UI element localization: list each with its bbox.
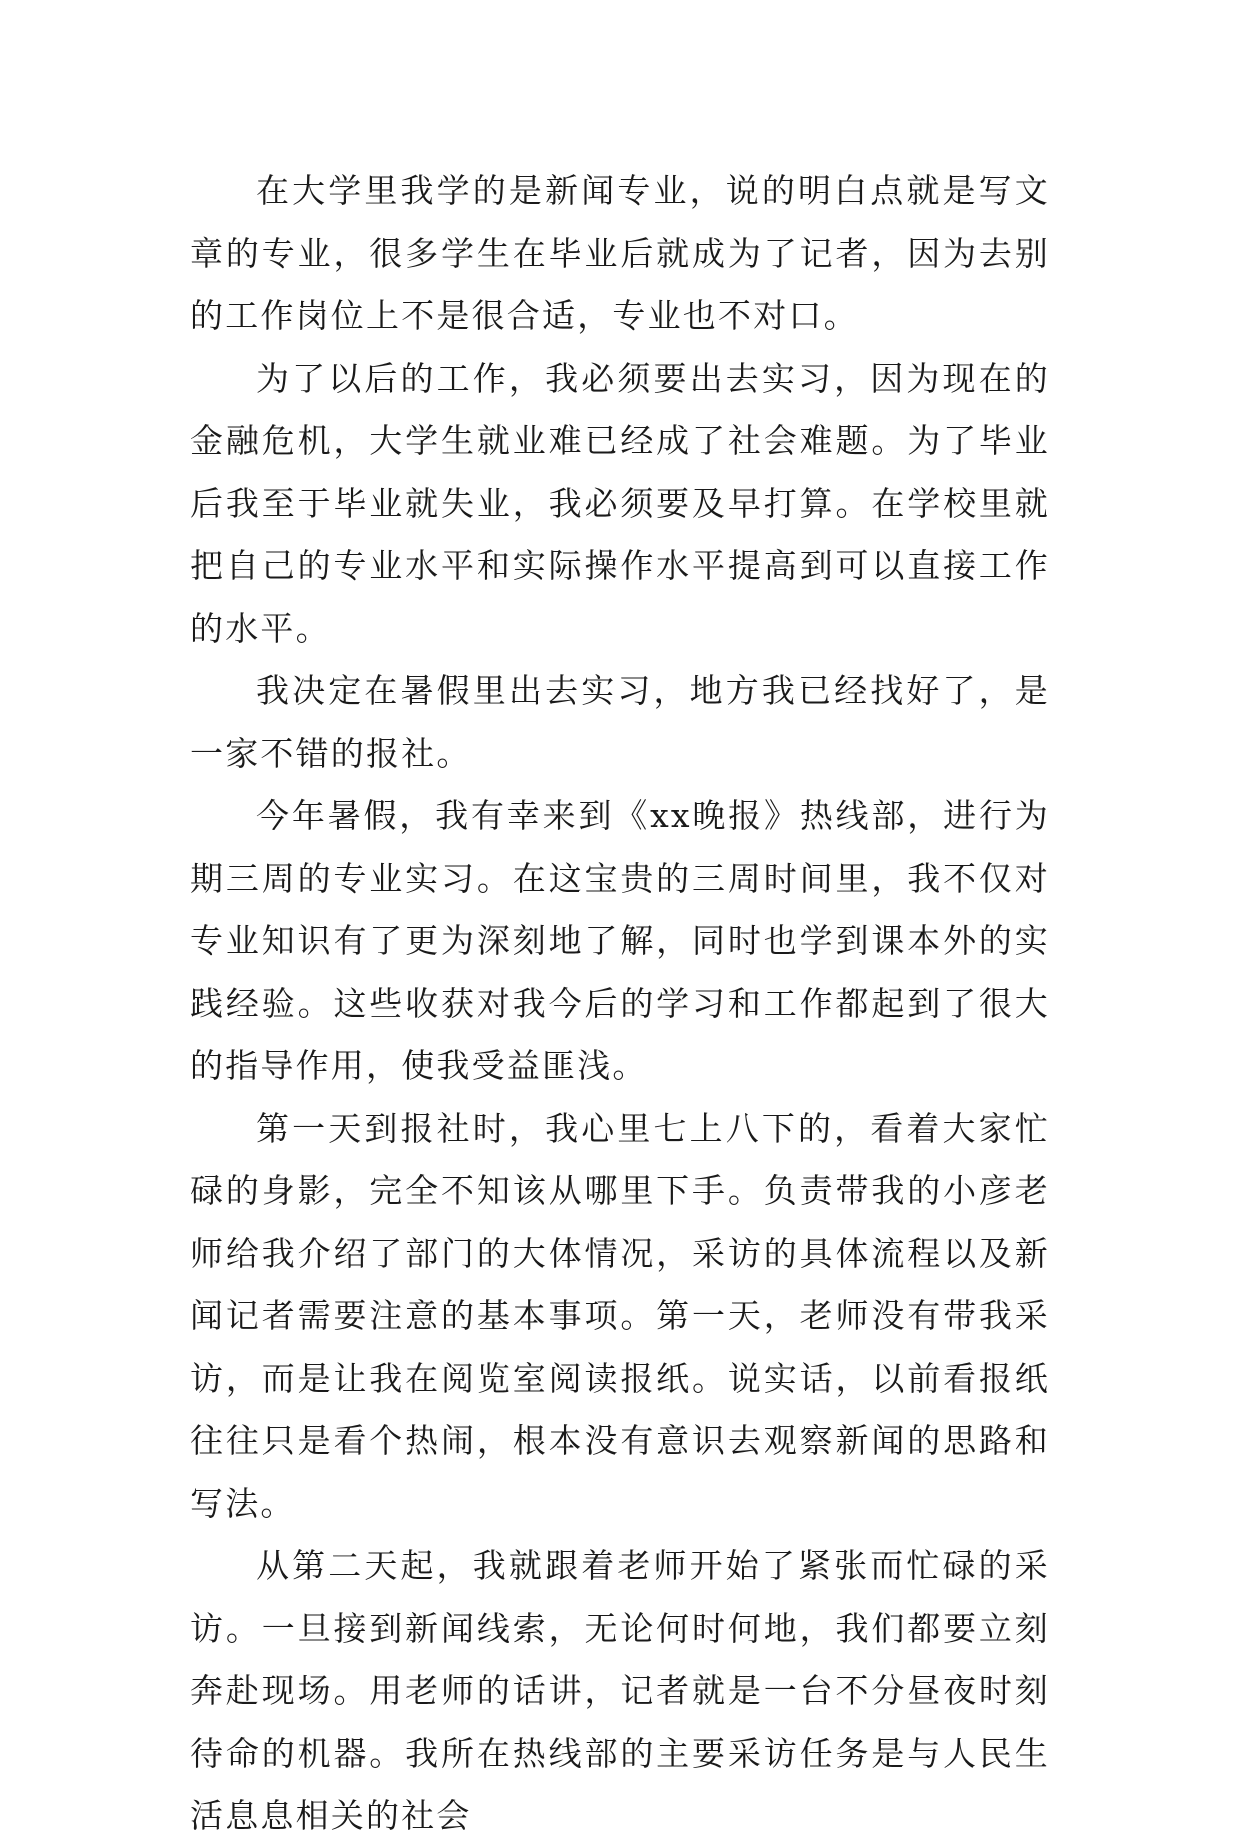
document-body: [190, 160, 1050, 1848]
paragraph-3: 我决定在暑假里出去实习，地方我已经找好了，是一家不错的报社。: [190, 671, 1050, 773]
paragraph-2: 为了以后的工作，我必须要出去实习，因为现在的金融危机，大学生就业难已经成了社会难题。为了毕业后我至于毕业就失业，我必须要及早打算。在学校里就把自己的专业水平和实际操作水平提高到可以直接工作的水平。: [190, 358, 1050, 648]
paragraph-5: 第一天到报社时，我心里七上八下的，看着大家忙碌的身影，完全不知该从哪里下手。负责带我的小彦老师给我介绍了部门的大体情况，采访的具体流程以及新闻记者需要注意的基本事项。第一天，老师没有带我采访，而是让我在阅览室阅读报纸。说实话，以前看报纸往往只是看个热闹，根本没有意识去观察新闻的思路和写法。: [190, 1108, 1050, 1523]
paragraph-6: 从第二天起，我就跟着老师开始了紧张而忙碌的采访。一旦接到新闻线索，无论何时何地，我们都要立刻奔赴现场。用老师的话讲，记者就是一台不分昼夜时刻待命的机器。我所在热线部的主要采访任务是与人民生活息息相关的社会: [190, 1546, 1050, 1835]
paragraph-4: 今年暑假，我有幸来到《xx晚报》热线部，进行为期三周的专业实习。在这宝贵的三周时间里，我不仅对专业知识有了更为深刻地了解，同时也学到课本外的实践经验。这些收获对我今后的学习和工作都起到了很大的指导作用，使我受益匪浅。: [190, 796, 1050, 1085]
paragraph-1: 在大学里我学的是新闻专业，说的明白点就是写文章的专业，很多学生在毕业后就成为了记者，因为去别的工作岗位上不是很合适，专业也不对口。: [190, 171, 1050, 335]
